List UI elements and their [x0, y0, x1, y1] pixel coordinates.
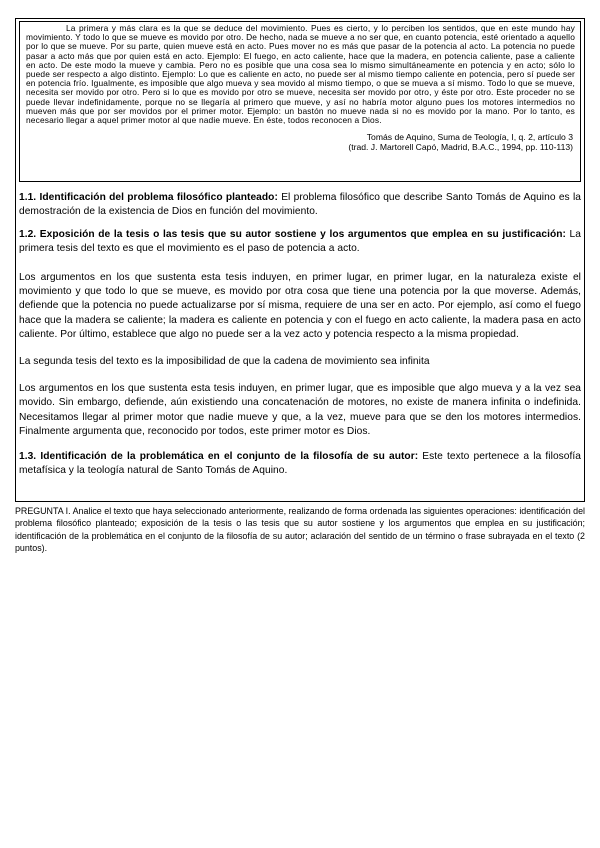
arguments-thesis-1: Los argumentos en los que sustenta esta tesis induyen, en primer lugar, en primer lugar, en la naturaleza existe el movimiento y que todo lo que se mueve, es movido por otra cosa que tiene una potencia por la que moverse. Además, defiende que la potencia no puede actualizarse por sí misma, requiere de una ser en acto. Por ejemplo, así como el fuego hace que la madera se caliente; la madera es caliente en potencia y con el fuego en acto caliente, la madera pasa en acto caliente. Por último, establece que algo no puede ser a la vez acto y potencia respecto a la misma propiedad. [19, 271, 581, 341]
citation-line-2: (trad. J. Martorell Capó, Madrid, B.A.C., 1994, pp. 110-113) [348, 142, 573, 153]
arguments-thesis-2: Los argumentos en los que sustenta esta tesis induyen, en primer lugar, que es imposible que algo mueva y a la vez sea movido. Sin embargo, defiende, aún existiendo una concatenación de motores, no existe de manera infinita o indefinida. Necesitamos llegar al primer motor que nadie mueve y que, a la vez, mueve para que se den los motores intermedios. Finalmente argumenta que, reconocido por todos, este primer motor es Dios. [19, 383, 581, 438]
section-1-2 [19, 228, 581, 257]
section-1-3-heading: 1.3. Identificación de la problemática en el conjunto de la filosofía de su autor: [19, 450, 419, 462]
section-1-3 [19, 450, 581, 479]
section-1-1-heading: 1.1. Identificación del problema filosófico planteado: [19, 192, 278, 203]
citation-line-1: Tomás de Aquino, Suma de Teología, I, q. 2, artículo 3 [366, 132, 573, 143]
quote-paragraph [26, 24, 575, 125]
quote-body: La primera y más clara es la que se deduce del movimiento. Pues es cierto, y lo perciben los sentidos, que en este mundo hay movimiento. Y todo lo que se mueve es movido por otro. De hecho, nada se mueve a no ser que, en cuanto potencia, esté orientado a aquello por lo que se mueve. Por su parte, quien mueve está en acto. Pues mover no es más que pasar de la potencia al acto. La potencia no puede pasar a acto más que por quien está en acto. Ejemplo: El fuego, en acto caliente, hace que la madera, en potencia caliente, pase a caliente en acto. De este modo la mueve y cambia. Pero no es posible que una cosa sea lo mismo simultáneamente en potencia y en acto; sólo lo puede ser respecto a algo distinto. Ejemplo: Lo que es caliente en acto, no puede ser al mismo tiempo caliente en potencia, pero sí puede ser en potencia frío. Igualmente, es imposible que algo mueva y sea movido al mismo tiempo, o que se mueva a sí mismo. Todo lo que se mueve, necesita ser movido por otro. Pero si lo que es movido por otro se mueve, necesita ser movido por otro, y éste por otro. Este proceder no se puede llevar indefinidamente, porque no se llegaría al primero que mueve, y así no habría motor alguno pues los motores intermedios no mueven más que por ser movidos por el primer motor. Ejemplo: un bastón no mueve nada si no es movido por la mano. Por lo tanto, es necesario llegar a aquel primer motor al que nadie mueve. En éste, todos reconocen a Dios. [26, 23, 575, 126]
thesis-2: La segunda tesis del texto es la imposibilidad de que la cadena de movimiento sea infinita [19, 355, 430, 367]
citation [26, 132, 575, 152]
answer-body [19, 191, 581, 487]
section-1-2-heading: 1.2. Exposición de la tesis o las tesis que su autor sostiene y los argumentos que emplea en su justificación: [19, 228, 566, 240]
section-1-1-text: El problema filosófico que describe Santo Tomás de Aquino es la demostración de la existencia de Dios en función del movimiento. [19, 192, 581, 218]
answer-frame [15, 18, 585, 502]
section-1-2-text: La primera tesis del texto es que el movimiento es el paso de potencia a acto. [19, 228, 581, 255]
section-1-3-text: Este texto pertenece a la filosofía metafísica y la teología natural de Santo Tomás de Aquino. [19, 450, 581, 477]
section-1-1 [19, 191, 581, 220]
question-statement: PREGUNTA I. Analice el texto que haya seleccionado anteriormente, realizando de forma ordenada las siguientes operaciones: identificación del problema filosófico planteado; exposición de la tesis o las tesis que su autor sostiene y los argumentos que emplea en su justificación; identificación de la problemática en el conjunto de la filosofía de su autor; aclaración del sentido de un término o frase subrayada en el texto (2 puntos). [15, 506, 585, 553]
quoted-text-box [19, 21, 581, 182]
